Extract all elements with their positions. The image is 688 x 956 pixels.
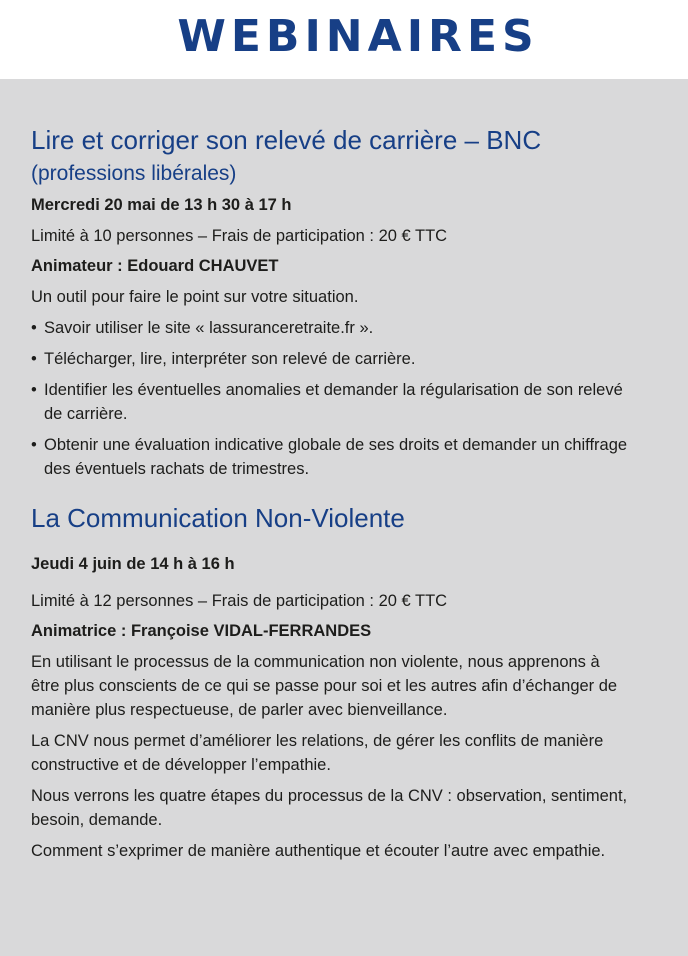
bullet-icon: • (31, 381, 37, 399)
list-item (31, 316, 631, 340)
webinar-1-bullet-list (31, 316, 631, 481)
list-item (31, 433, 631, 481)
webinar-2-date: Jeudi 4 juin de 14 h à 16 h (31, 555, 235, 573)
webinar-2 (31, 503, 631, 863)
list-item (31, 378, 631, 426)
webinar-2-limit: Limité à 12 personnes – Frais de participation : 20 € TTC (31, 592, 448, 610)
webinar-2-paragraph: Nous verrons les quatre étapes du processus de la CNV : observation, sentiment, besoin, demande. (31, 787, 628, 829)
page-title: WEBINAIRES (177, 11, 539, 62)
webinar-2-title: La Communication Non-Violente (31, 503, 405, 533)
webinar-2-paragraph: La CNV nous permet d’améliorer les relations, de gérer les conflits de manière constructive et de développer l’empathie. (31, 732, 604, 774)
list-item-text: Obtenir une évaluation indicative globale de ses droits et demander un chiffrage des éventuels rachats de trimestres. (44, 436, 628, 478)
webinar-2-host: Animatrice : Françoise VIDAL-FERRANDES (31, 622, 372, 640)
webinar-1-subtitle: (professions libérales) (31, 162, 237, 185)
webinar-1-intro: Un outil pour faire le point sur votre situation. (31, 288, 359, 306)
webinar-1-limit: Limité à 10 personnes – Frais de participation : 20 € TTC (31, 227, 448, 245)
list-item-text: Identifier les éventuelles anomalies et demander la régularisation de son relevé de carrière. (44, 381, 623, 423)
header (0, 0, 688, 79)
bullet-icon: • (31, 436, 37, 454)
webinar-2-paragraph: Comment s’exprimer de manière authentique et écouter l’autre avec empathie. (31, 842, 606, 860)
list-item-text: Télécharger, lire, interpréter son relevé de carrière. (44, 350, 416, 368)
webinar-1-host: Animateur : Edouard CHAUVET (31, 257, 279, 275)
webinar-1-title: Lire et corriger son relevé de carrière – BNC (31, 125, 542, 155)
webinar-panel (0, 79, 688, 956)
webinar-1 (31, 125, 631, 481)
bullet-icon: • (31, 350, 37, 368)
bullet-icon: • (31, 319, 37, 337)
list-item-text: Savoir utiliser le site « lassuranceretraite.fr ». (44, 319, 374, 337)
webinar-2-paragraph: En utilisant le processus de la communication non violente, nous apprenons à être plus conscients de ce qui se passe pour soi et les autres afin d’échanger de manière plus respectueuse, de parler avec bienveillance. (31, 653, 618, 719)
webinar-1-date: Mercredi 20 mai de 13 h 30 à 17 h (31, 196, 292, 214)
list-item (31, 347, 631, 371)
